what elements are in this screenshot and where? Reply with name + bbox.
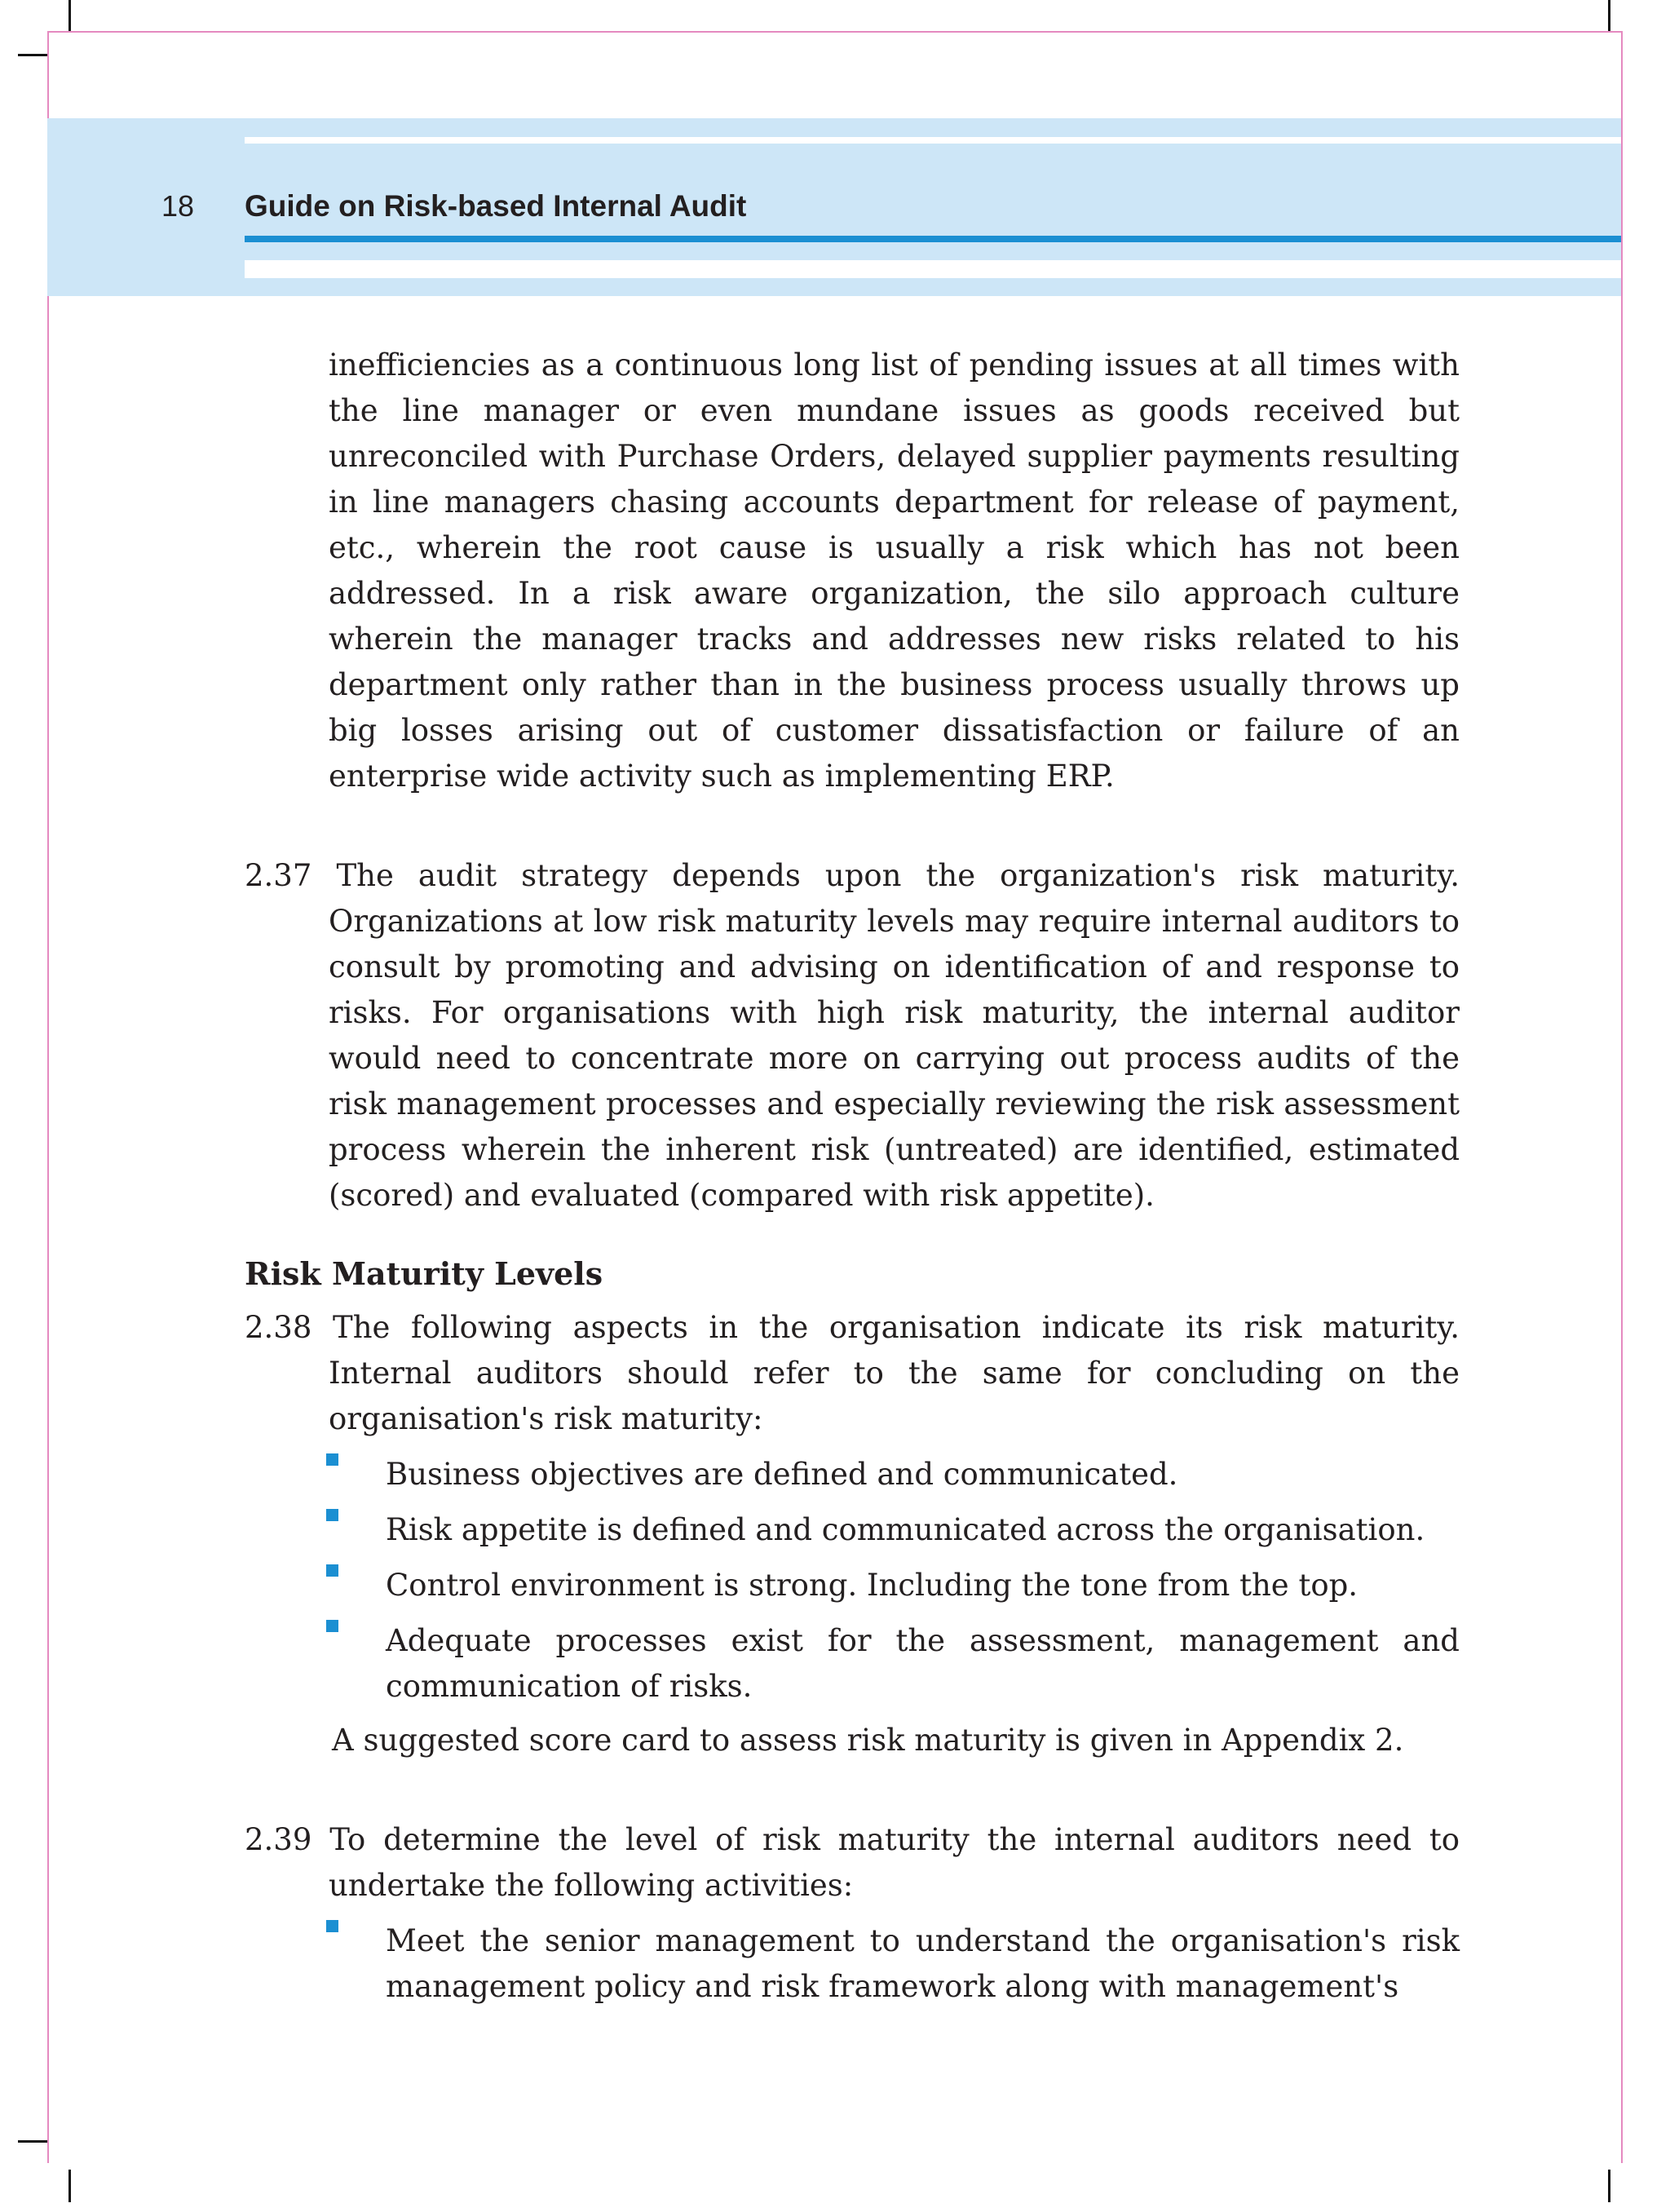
- crop-mark: [68, 2170, 71, 2202]
- crop-mark: [1608, 0, 1610, 31]
- square-bullet-icon: [326, 1620, 338, 1632]
- crop-mark: [18, 2140, 47, 2143]
- square-bullet-icon: [326, 1453, 338, 1466]
- crop-mark: [18, 54, 47, 56]
- list-item: [245, 1618, 1460, 1710]
- score-card-note: A suggested score card to assess risk maturity is given in Appendix 2.: [332, 1723, 1404, 1758]
- list-item-text: Adequate processes exist for the assessment, management and communication of risks.: [386, 1623, 1460, 1704]
- square-bullet-icon: [326, 1920, 338, 1932]
- list-item: [245, 1918, 1460, 2010]
- crop-mark: [68, 0, 71, 31]
- paragraph-text: The audit strategy depends upon the organization's risk maturity. Organizations at low risk maturity levels may require internal auditors to consult by promoting and advising on identification of and response to risks. For organisations with high risk maturity, the internal auditor would need to concentrate more on carrying out process audits of the risk management processes and especially reviewing the risk assessment process wherein the inherent risk (untreated) are identified, estimated (scored) and evaluated (compared with risk appetite).: [329, 858, 1460, 1213]
- list-item-text: Meet the senior management to understand the organisation's risk management policy and risk framework along with management's: [386, 1923, 1460, 2004]
- list-item: [245, 1452, 1460, 1498]
- paragraph-2-39: [245, 1817, 1460, 1909]
- paragraph-2-38: [245, 1305, 1460, 1442]
- continuation-paragraph: inefficiencies as a continuous long list of pending issues at all times with the line manager or even mundane issues as goods received but unreconciled with Purchase Orders, delayed supplier payments resulting in line managers chasing accounts department for release of payment, etc., wherein the root cause is usually a risk which has not been addressed. In a risk aware organization, the silo approach culture wherein the manager tracks and addresses new risks related to his department only rather than in the business process usually throws up big losses arising out of customer dissatisfaction or failure of an enterprise wide activity such as implementing ERP.: [329, 347, 1460, 794]
- paragraph-2-37: [245, 853, 1460, 1219]
- square-bullet-icon: [326, 1509, 338, 1521]
- list-item: [245, 1507, 1460, 1553]
- paragraph-number: 2.37: [245, 858, 312, 893]
- header-rule-top: [245, 137, 1621, 144]
- activities-list: [245, 1918, 1460, 2010]
- list-item-text: Business objectives are defined and communicated.: [386, 1457, 1178, 1492]
- square-bullet-icon: [326, 1564, 338, 1577]
- paragraph-text: To determine the level of risk maturity the internal auditors need to undertake the following activities:: [329, 1822, 1460, 1903]
- crop-mark: [1608, 2170, 1610, 2202]
- list-item-text: Control environment is strong. Including the tone from the top.: [386, 1568, 1359, 1603]
- body-text: [245, 343, 1460, 2010]
- paragraph-text: The following aspects in the organisation indicate its risk maturity. Internal auditors should refer to the same for concluding on the organisation's risk maturity:: [329, 1310, 1460, 1436]
- section-heading: Risk Maturity Levels: [245, 1255, 603, 1292]
- running-title: Guide on Risk-based Internal Audit: [245, 189, 747, 223]
- page-number: 18: [161, 189, 195, 223]
- risk-maturity-aspects-list: [245, 1452, 1460, 1710]
- list-item: [245, 1563, 1460, 1608]
- list-item-text: Risk appetite is defined and communicated across the organisation.: [386, 1512, 1425, 1547]
- paragraph-number: 2.38: [245, 1310, 312, 1345]
- paragraph-number: 2.39: [245, 1822, 312, 1857]
- header-rule-blue: [245, 236, 1621, 242]
- header-rule-white: [245, 260, 1621, 278]
